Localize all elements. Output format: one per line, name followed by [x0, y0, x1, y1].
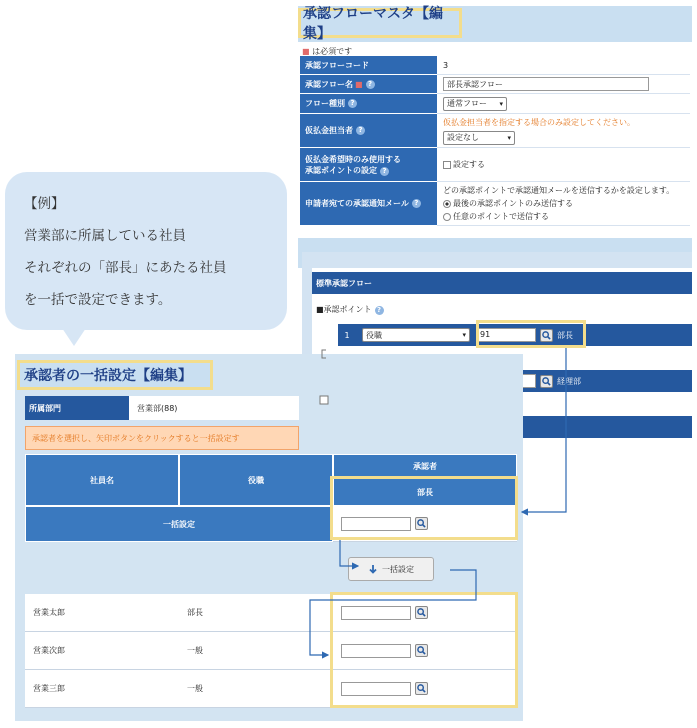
label-flow-code: 承認フローコード — [300, 56, 437, 75]
bulk-approver-title: 承認者の一括設定【編集】 — [17, 360, 213, 390]
col-approver: 承認者 — [333, 454, 517, 478]
bubble-line-3: それぞれの「部長」にあたる社員 — [24, 260, 227, 276]
employee-name: 営業太郎 — [25, 594, 179, 632]
standard-flow-header: 標準承認フロー — [312, 272, 692, 294]
label-notify-mail: 申請者宛ての承認通知メール ? — [300, 182, 437, 226]
approver-name: 経理部 — [557, 376, 581, 386]
help-icon[interactable]: ? — [380, 167, 389, 176]
arrow-down-icon — [368, 564, 378, 574]
approver-type-select[interactable]: 役職 ▾ — [362, 328, 470, 342]
highlight-bucho — [476, 320, 586, 348]
help-icon[interactable]: ? — [375, 306, 384, 315]
advance-handler-hint: 仮払金担当者を指定する場合のみ設定してください。 — [443, 117, 635, 127]
notify-option-any[interactable]: 任意のポイントで送信する — [443, 211, 549, 222]
advance-only-checkbox[interactable] — [443, 161, 451, 169]
row-advance-handler — [300, 114, 690, 148]
employee-role: 一般 — [179, 670, 333, 708]
help-icon[interactable]: ? — [412, 199, 421, 208]
label-advance-handler: 仮払金担当者 ? — [300, 114, 437, 148]
bubble-tail — [62, 328, 86, 346]
bulk-warning: 承認者を選択し、矢印ボタンをクリックすると一括設定す — [25, 426, 299, 450]
bubble-line-2: 営業部に所属している社員 — [24, 228, 186, 244]
search-icon[interactable] — [540, 375, 553, 388]
notify-option-last[interactable]: 最後の承認ポイントのみ送信する — [443, 198, 573, 209]
department-value: 営業部(88) — [129, 396, 299, 420]
radio-icon[interactable] — [443, 213, 451, 221]
row-flow-code — [300, 56, 690, 75]
flow-type-select[interactable]: 通常フロー ▾ — [443, 97, 507, 111]
employee-role: 部長 — [179, 594, 333, 632]
flow-code-value: 3 — [437, 56, 690, 75]
flow-name-input[interactable]: 部長承認フロー — [443, 77, 649, 91]
department-row — [25, 396, 299, 420]
highlight-bucho-column — [330, 476, 518, 540]
chevron-down-icon: ▾ — [499, 99, 503, 108]
highlight-employee-approvers — [330, 592, 518, 708]
advance-only-label: 設定する — [453, 160, 485, 169]
employee-name: 営業次郎 — [25, 632, 179, 670]
col-role: 役職 — [179, 454, 333, 506]
row-flow-name — [300, 75, 690, 94]
employee-role: 一般 — [179, 632, 333, 670]
chevron-down-icon: ▾ — [507, 133, 511, 142]
row-notify-mail — [300, 182, 690, 226]
row-flow-type — [300, 94, 690, 114]
row-advance-only — [300, 148, 690, 182]
employee-name: 営業三郎 — [25, 670, 179, 708]
flow-master-title: 承認フローマスタ【編集】 — [298, 8, 462, 38]
notify-mail-hint: どの承認ポイントで承認通知メールを送信するかを設定します。 — [443, 186, 675, 195]
flow-row-number: 1 — [344, 330, 350, 340]
example-bubble — [5, 172, 287, 330]
radio-selected-icon[interactable] — [443, 200, 451, 208]
help-icon[interactable]: ? — [348, 99, 357, 108]
label-advance-only: 仮払金希望時のみ使用する 承認ポイントの設定 ? — [300, 148, 437, 182]
bulk-setting-label: 一括設定 — [25, 506, 333, 542]
help-icon[interactable]: ? — [366, 80, 375, 89]
bubble-line-1: 【例】 — [24, 196, 65, 212]
label-flow-type: フロー種別 ? — [300, 94, 437, 114]
required-note: ■ は必須です — [302, 47, 353, 56]
approver-code-input[interactable]: 91 — [476, 328, 536, 342]
col-bucho: 部長 — [333, 478, 517, 506]
chevron-down-icon: ▾ — [462, 331, 466, 339]
approver-name: 部長 — [557, 330, 573, 340]
flow-master-panel — [298, 6, 692, 268]
department-label: 所属部門 — [25, 396, 129, 420]
help-icon[interactable]: ? — [356, 126, 365, 135]
bulk-set-button[interactable]: 一括設定 — [348, 557, 434, 581]
label-flow-name: 承認フロー名 ■ ? — [300, 75, 437, 94]
bubble-line-4: を一括で設定できます。 — [24, 292, 172, 308]
advance-handler-select[interactable]: 設定なし ▾ — [443, 131, 515, 145]
flow-master-form — [298, 42, 692, 238]
col-employee-name: 社員名 — [25, 454, 179, 506]
approval-point-label: ■承認ポイント ? — [316, 304, 384, 315]
